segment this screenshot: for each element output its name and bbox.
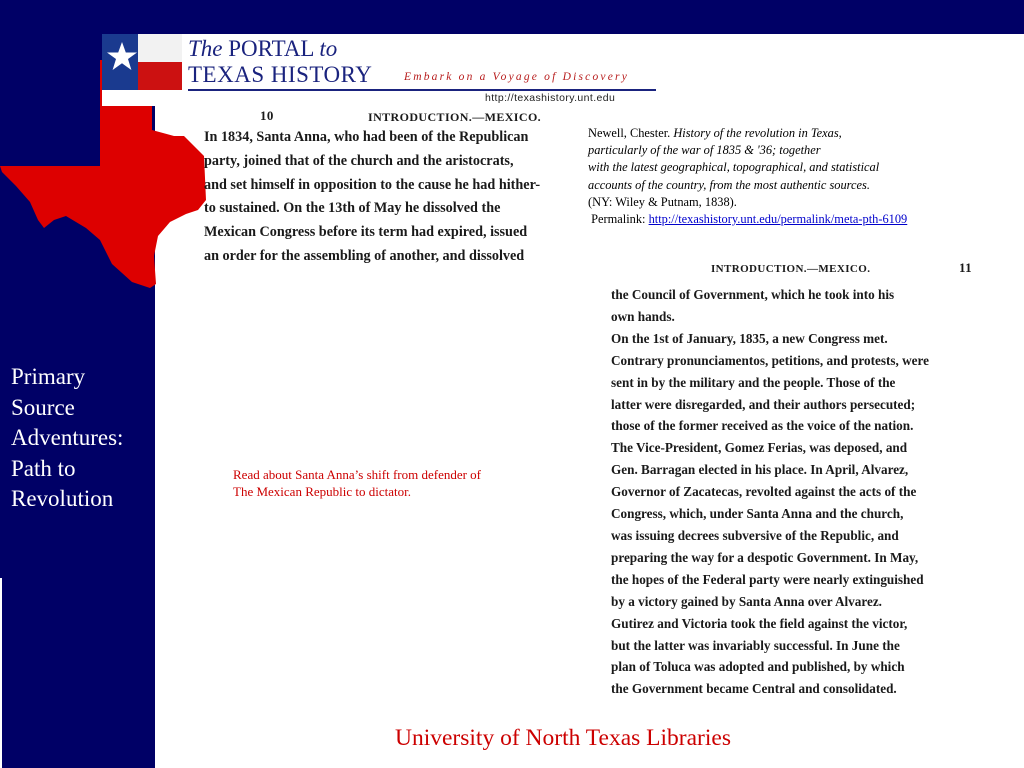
- page-text-line: preparing the way for a despotic Government. In May,: [611, 549, 919, 565]
- citation-publisher: (NY: Wiley & Putnam, 1838).: [588, 194, 737, 209]
- logo-title-line2: TEXAS HISTORY: [188, 62, 373, 87]
- page-number: 11: [959, 260, 973, 275]
- portal-logo[interactable]: [102, 34, 658, 106]
- sidebar-title: [11, 362, 151, 515]
- page-text-line: In 1834, Santa Anna, who had been of the Republican: [204, 129, 529, 145]
- page-text-line: an order for the assembling of another, and dissolved: [204, 247, 525, 264]
- sidebar-title-line: Source: [11, 394, 75, 420]
- page-text-line: sent in by the military and the people. Those of the: [611, 374, 896, 390]
- citation-title: accounts of the country, from the most authentic sources.: [588, 177, 870, 192]
- page-text-line: latter were disregarded, and their authors persecuted;: [611, 396, 916, 412]
- page-text-line: Governor of Zacatecas, revolted against the acts of the: [611, 484, 917, 500]
- sidebar-title-line: Primary: [11, 364, 86, 389]
- divider-line: [0, 578, 2, 768]
- page-text-line: party, joined that of the church and the aristocrats,: [204, 152, 514, 169]
- running-head: INTRODUCTION.—MEXICO.: [368, 110, 542, 124]
- page-text-line: plan of Toluca was adopted and published, by which: [611, 659, 905, 675]
- page-header: [204, 106, 586, 126]
- page-text-line: Congress, which, under Santa Anna and the church,: [611, 506, 904, 522]
- page-text-line: was issuing decrees subversive of the Republic, and: [611, 527, 899, 543]
- page-text-line: Gutirez and Victoria took the field against the victor,: [611, 615, 908, 631]
- logo-the: The: [188, 36, 223, 61]
- page-header: [611, 256, 979, 284]
- footer-credit: University of North Texas Libraries: [395, 725, 731, 751]
- running-head: INTRODUCTION.—MEXICO.: [711, 263, 871, 275]
- book-page-10-scan: [204, 106, 586, 269]
- logo-title-line1: [188, 36, 337, 62]
- page-number: 10: [260, 108, 274, 123]
- permalink-link[interactable]: http://texashistory.unt.edu/permalink/meta-pth-6109: [648, 212, 908, 227]
- page-text-line: those of the former received as the voice of the nation.: [611, 418, 914, 434]
- logo-to: to: [319, 36, 338, 61]
- page-text-line: own hands.: [611, 308, 675, 324]
- page-text-line: Contrary pronunciamentos, petitions, and protests, were: [611, 352, 929, 368]
- page-text-line: the Government became Central and consolidated.: [611, 681, 897, 697]
- sidebar-title-line: Path to: [11, 455, 76, 481]
- page-text-line: the hopes of the Federal party were nearly extinguished: [611, 571, 924, 587]
- page-text-line: and set himself in opposition to the cause he had hither-: [204, 176, 541, 193]
- sidebar-title-line: Adventures:: [11, 425, 124, 450]
- logo-tagline: Embark on a Voyage of Discovery: [404, 71, 630, 83]
- page-text-line: the Council of Government, which he took into his: [611, 287, 895, 302]
- citation-title: particularly of the war of 1835 & '36; together: [588, 143, 821, 158]
- page-text-line: On the 1st of January, 1835, a new Congress met.: [611, 330, 888, 346]
- citation-author: Newell, Chester.: [588, 126, 674, 140]
- source-citation: [588, 125, 1018, 228]
- page-text-line: to sustained. On the 13th of May he dissolved the: [204, 200, 501, 217]
- page-text-line: Gen. Barragan elected in his place. In April, Alvarez,: [611, 462, 909, 478]
- citation-title: with the latest geographical, topographical, and statistical: [588, 160, 880, 175]
- logo-rule: [188, 89, 656, 91]
- page-text-line: by a victory gained by Santa Anna over Alvarez.: [611, 593, 882, 609]
- page-text-line: The Vice-President, Gomez Ferias, was deposed, and: [611, 440, 908, 456]
- page-text-line: but the latter was invariably successful. In June the: [611, 637, 900, 653]
- slide-caption: [233, 466, 553, 500]
- page-text-line: Mexican Congress before its term had expired, issued: [204, 224, 528, 241]
- logo-portal: PORTAL: [228, 36, 314, 61]
- book-page-11-scan: [611, 256, 979, 700]
- caption-line: The Mexican Republic to dictator.: [233, 484, 411, 499]
- citation-title: History of the revolution in Texas,: [673, 126, 842, 140]
- texas-flag-icon: [102, 34, 182, 90]
- permalink-label: Permalink:: [591, 212, 649, 227]
- caption-line: Read about Santa Anna’s shift from defender of: [233, 467, 482, 482]
- sidebar-title-line: Revolution: [11, 486, 114, 511]
- logo-url[interactable]: http://texashistory.unt.edu: [485, 92, 616, 104]
